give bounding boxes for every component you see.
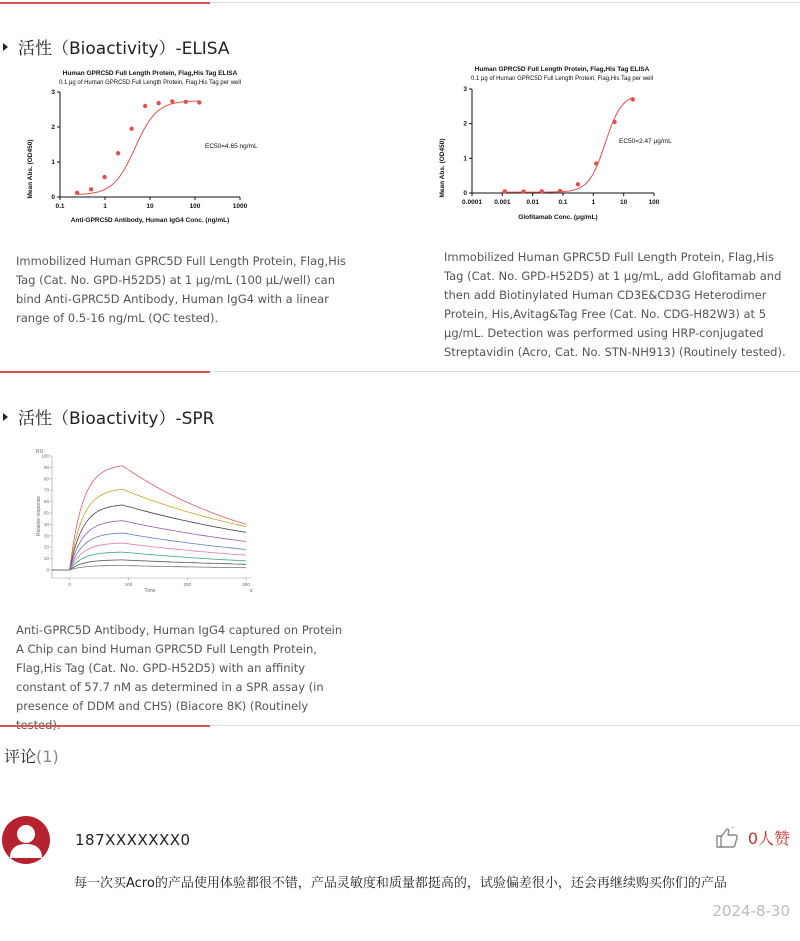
chart2-x-tick-label: 0.0001 (462, 199, 482, 206)
comment-text: 每一次买Acro的产品使用体验都很不错，产品灵敏度和质量都挺高的，试验偏差很小，还会再继续购买你们的产品 (74, 876, 727, 891)
chart1-ec50-annotation: EC50=4.65 ng/mL (205, 143, 258, 150)
comments-count: (1) (36, 747, 59, 766)
spr-y-tick-label: 40 (43, 521, 49, 527)
spr-x-tick-label: 100 (124, 582, 133, 587)
chart1-data-point (184, 100, 188, 104)
top-divider (0, 2, 800, 3)
chart2-y-tick-label: 1 (463, 155, 467, 163)
chart1-x-tick-label: 100 (189, 203, 201, 210)
section-title-spr-text: 活性（Bioactivity）-SPR (18, 409, 215, 429)
chart2-fit-curve (505, 98, 633, 193)
spr-y-tick-label: 60 (43, 499, 49, 505)
chart2-subtitle: 0.1 μg of Human GPRC5D Full Length Protein, Flag,His Tag per well (470, 76, 654, 82)
thumbs-up-icon (716, 827, 740, 849)
spr-description: Anti-GPRC5D Antibody, Human IgG4 captured on Protein A Chip can bind Human GPRC5D Full Length Protein, Flag,His Tag (Cat. No. GPD-H52D5) with an affinity constant of 57.7 nM as determined in a SPR assay (in presence of DDM and CHS) (Biacore 8K) (Routinely (16, 623, 343, 713)
chart1-y-tick-label: 1 (51, 159, 55, 166)
user-silhouette-icon (2, 816, 50, 864)
chart2-data-point (521, 189, 525, 193)
section-divider-spr (0, 725, 800, 726)
comment-date: 2024-8-30 (712, 902, 790, 920)
spr-ylabel: Relative response (36, 495, 42, 537)
chart2-x-tick-label: 1 (591, 199, 596, 206)
chart1-x-tick-label: 1000 (232, 203, 248, 210)
chart1-data-point (89, 187, 93, 191)
chart2-y-tick-label: 2 (463, 120, 467, 128)
chart2-data-point (558, 189, 562, 193)
bullet-triangle-icon (3, 413, 8, 421)
chart2-y-tick-label: 3 (463, 86, 467, 93)
avatar (2, 816, 50, 864)
chart1-data-point (116, 151, 120, 155)
spr-x-tick-label: 200 (183, 582, 192, 587)
chart2-data-point (540, 189, 544, 193)
elisa-chart-2 (432, 58, 702, 228)
chart2-data-point (631, 97, 635, 101)
chart1-x-tick-label: 10 (146, 203, 154, 210)
spr-y-tick-label: 50 (43, 510, 49, 516)
spr-series-c5 (52, 533, 246, 570)
chart2-data-point (576, 182, 580, 186)
spr-y-tick-label: 0 (46, 567, 49, 573)
chart1-title: Human GPRC5D Full Length Protein, Flag,His Tag ELISA (62, 70, 238, 77)
elisa-description-1: Immobilized Human GPRC5D Full Length Protein, Flag,His Tag (Cat. No. GPD-H52D5) at 1 μg/mL (100 μL/well) can bind Anti-GPRC5D Antibody, Human IgG4 with a linear range of 0.5-16 ng/mL (QC tested). (16, 254, 346, 325)
chart1-subtitle: 0.1 μg of Human GPRC5D Full Length Protein, Flag,His Tag per well (58, 80, 242, 86)
chart2-y-tick-label: 0 (463, 190, 467, 197)
section-title-elisa (0, 34, 230, 59)
spr-series-c2 (52, 489, 246, 570)
chart1-xlabel: Anti-GPRC5D Antibody, Human IgG4 Conc. (ng/mL) (70, 217, 230, 224)
spr-sensorgram-chart (30, 444, 260, 599)
chart2-xlabel: Glofitamab Conc. (μg/mL) (518, 214, 598, 221)
chart2-title: Human GPRC5D Full Length Protein, Flag,His Tag ELISA (474, 66, 650, 73)
comments-label: 评论 (4, 747, 37, 766)
chart1-data-point (143, 104, 147, 108)
chart2-data-point (594, 161, 598, 165)
spr-y-tick-label: 100 (41, 453, 49, 459)
chart1-data-point (129, 127, 133, 131)
chart2-x-tick-label: 0.1 (558, 199, 568, 206)
spr-xunit: s (250, 588, 253, 594)
chart1-x-tick-label: 1 (103, 203, 107, 210)
spr-y-tick-label: 10 (43, 556, 49, 562)
chart1-data-point (75, 191, 79, 195)
chart1-fit-curve (77, 101, 199, 194)
chart2-ylabel: Mean Abs. (OD450) (439, 138, 446, 198)
comment-username: 187XXXXXXX0 (75, 831, 191, 849)
section-title-spr (0, 404, 214, 429)
spr-y-tick-label: 80 (43, 476, 49, 482)
spr-series-c8 (52, 560, 246, 570)
spr-series-c9 (52, 566, 246, 571)
spr-y-tick-label: 20 (43, 544, 49, 550)
spr-x-tick-label: 300 (242, 582, 250, 587)
chart1-x-tick-label: 0.1 (55, 203, 65, 210)
chart2-x-tick-label: 100 (648, 199, 660, 206)
comments-heading (4, 744, 59, 767)
chart2-x-tick-label: 10 (620, 199, 628, 206)
chart2-data-point (612, 120, 616, 124)
spr-y-tick-label: 90 (43, 464, 49, 470)
chart1-data-point (102, 175, 106, 179)
chart2-x-tick-label: 0.001 (494, 199, 511, 206)
chart2-ec50-annotation: EC50=2.47 μg/mL (619, 138, 672, 145)
chart2-data-point (503, 189, 507, 193)
chart1-y-tick-label: 3 (51, 89, 55, 96)
section-divider-elisa (0, 371, 800, 372)
like-count: 0人赞 (747, 829, 790, 848)
chart1-data-point (170, 99, 174, 103)
chart1-data-point (156, 101, 160, 105)
chart1-y-tick-label: 0 (51, 194, 55, 201)
chart2-x-tick-label: 0.01 (526, 199, 539, 206)
elisa-description-2: Immobilized Human GPRC5D Full Length Protein, Flag,His Tag (Cat. No. GPD-H52D5) at 1 μg/mL, add Glofitamab and then add Biotinylated Human CD3E&CD3G Heterodimer Protein, His,Avitag&Tag Free (Cat. No. CDG-H82W3) at 5 μg/mL. Detection was performed using HRP-conjugated Streptavidin (Acro, Cat. No. STN-NH913) (Routinely tested). (444, 250, 786, 359)
spr-x-tick-label: 0 (68, 582, 71, 587)
bullet-triangle-icon (3, 43, 8, 51)
chart1-data-point (197, 100, 201, 104)
spr-unit-label: RU (36, 449, 44, 455)
spr-y-tick-label: 70 (43, 487, 49, 493)
spr-series-c4 (52, 521, 246, 570)
elisa-chart-1 (20, 64, 280, 234)
like-button[interactable] (716, 826, 790, 849)
chart1-y-tick-label: 2 (51, 124, 55, 131)
chart1-ylabel: Mean Abs. (OD450) (27, 139, 34, 199)
spr-y-tick-label: 30 (43, 533, 49, 539)
spr-xlabel: Time (144, 588, 156, 594)
section-title-elisa-text: 活性（Bioactivity）-ELISA (18, 39, 230, 59)
